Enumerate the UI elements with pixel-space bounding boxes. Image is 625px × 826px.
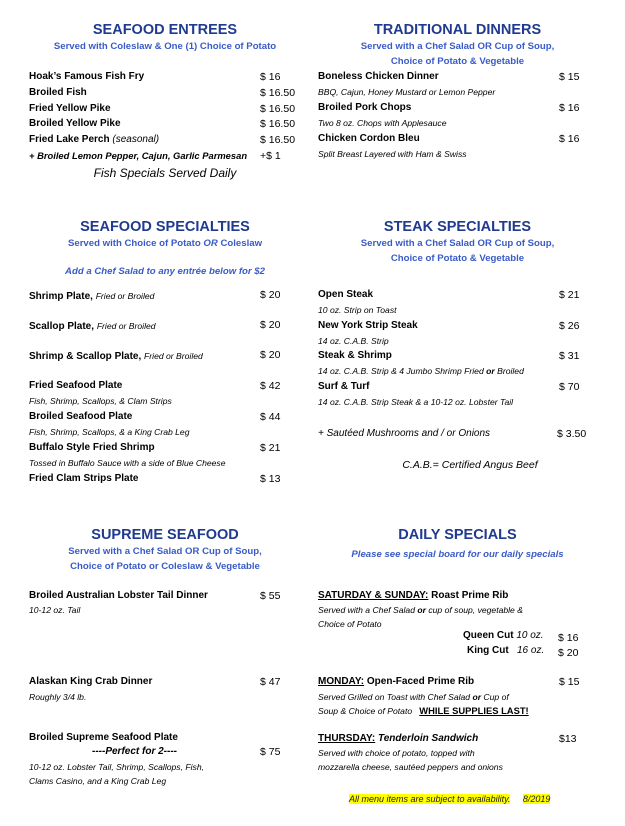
king-cut-price: $ 20 bbox=[558, 647, 579, 659]
seafood-specialties-title: SEAFOOD SPECIALTIES bbox=[80, 219, 250, 235]
supplies-warning: WHILE SUPPLIES LAST! bbox=[419, 705, 529, 716]
menu-item-name: Broiled Pork Chops bbox=[318, 102, 412, 113]
steak-specialties-title: STEAK SPECIALTIES bbox=[383, 219, 532, 235]
menu-item-price: $ 15 bbox=[559, 71, 580, 83]
menu-item-name: Shrimp Plate, Fried or Broiled bbox=[29, 291, 155, 302]
traditional-dinners-subtitle: Choice of Potato & Vegetable bbox=[390, 56, 525, 67]
special-name: THURSDAY: Tenderloin Sandwich bbox=[318, 733, 479, 744]
menu-item-price: $ 16.50 bbox=[260, 118, 296, 130]
menu-item-subtitle: ----Perfect for 2---- bbox=[92, 746, 177, 757]
supreme-seafood-subtitle: Served with a Chef Salad OR Cup of Soup, bbox=[68, 546, 262, 557]
menu-item-description: 14 oz. C.A.B. Strip & 4 Jumbo Shrimp Fried or Broiled bbox=[318, 366, 524, 376]
menu-addon-price: +$ 1 bbox=[260, 150, 281, 162]
queen-cut-price: $ 16 bbox=[558, 632, 579, 644]
menu-item-price: $ 21 bbox=[260, 442, 281, 454]
menu-item-price: $ 13 bbox=[260, 473, 281, 485]
menu-item-description: 10-12 oz. Lobster Tail, Shrimp, Scallops, Fish, bbox=[29, 762, 204, 772]
menu-item-name: Buffalo Style Fried Shrimp bbox=[29, 442, 155, 453]
traditional-dinners-subtitle: Served with a Chef Salad OR Cup of Soup, bbox=[360, 41, 555, 52]
menu-item-name: New York Strip Steak bbox=[318, 320, 418, 331]
menu-item-name: Fried Lake Perch (seasonal) bbox=[29, 134, 160, 145]
menu-item-price: $ 26 bbox=[559, 320, 580, 332]
steak-specialties-subtitle: Served with a Chef Salad OR Cup of Soup, bbox=[360, 238, 555, 249]
special-name: MONDAY: Open-Faced Prime Rib bbox=[318, 676, 475, 687]
special-description: Served Grilled on Toast with Chef Salad or Cup of bbox=[318, 692, 509, 702]
menu-item-name: Broiled Fish bbox=[29, 87, 87, 98]
steak-specialties-subtitle: Choice of Potato & Vegetable bbox=[390, 253, 525, 264]
seasonal-note: (seasonal) bbox=[112, 134, 160, 145]
seafood-specialties-subtitle: Served with Choice of Potato OR Coleslaw bbox=[67, 238, 263, 249]
menu-date: 8/2019 bbox=[522, 794, 551, 804]
menu-item-description: 10 oz. Strip on Toast bbox=[318, 305, 397, 315]
supreme-seafood-title: SUPREME SEAFOOD bbox=[91, 527, 239, 543]
menu-item-description: 14 oz. C.A.B. Strip Steak & a 10-12 oz. Lobster Tail bbox=[318, 397, 514, 407]
special-description: Served with a Chef Salad or cup of soup, vegetable & bbox=[318, 605, 523, 615]
menu-item-description: BBQ, Cajun, Honey Mustard or Lemon Pepper bbox=[318, 87, 496, 97]
menu-item-name: Fried Yellow Pike bbox=[29, 103, 111, 114]
menu-item-name: Broiled Seafood Plate bbox=[29, 411, 133, 422]
cab-definition: C.A.B.= Certified Angus Beef bbox=[402, 459, 538, 471]
king-cut-label: King Cut 16 oz. bbox=[467, 645, 545, 656]
chef-salad-note: Add a Chef Salad to any entrée below for $2 bbox=[65, 266, 265, 277]
menu-item-name: Open Steak bbox=[318, 289, 374, 300]
menu-item-price: $ 16 bbox=[559, 133, 580, 145]
menu-item-price: $ 16 bbox=[260, 71, 281, 83]
menu-item-description: Fish, Shrimp, Scallops, & a King Crab Leg bbox=[29, 427, 190, 437]
menu-item-price: $ 55 bbox=[260, 590, 281, 602]
menu-item-price: $ 16.50 bbox=[260, 87, 296, 99]
menu-item-name: Broiled Supreme Seafood Plate bbox=[29, 732, 178, 743]
menu-item-price: $ 16.50 bbox=[260, 134, 296, 146]
menu-item-name: Chicken Cordon Bleu bbox=[318, 133, 420, 144]
menu-item-description: Clams Casino, and a King Crab Leg bbox=[29, 776, 167, 786]
menu-item-description: Fish, Shrimp, Scallops, & Clam Strips bbox=[29, 396, 172, 406]
special-description: Choice of Potato bbox=[318, 619, 382, 629]
menu-item-name: Surf & Turf bbox=[318, 381, 370, 392]
fish-specials-note: Fish Specials Served Daily bbox=[93, 166, 237, 180]
special-price: $ 15 bbox=[559, 676, 580, 688]
availability-note: All menu items are subject to availability. bbox=[349, 794, 511, 804]
special-name: SATURDAY & SUNDAY: Roast Prime Rib bbox=[318, 590, 509, 601]
menu-item-name: Alaskan King Crab Dinner bbox=[29, 676, 153, 687]
menu-item-price: $ 21 bbox=[559, 289, 580, 301]
menu-item-price: $ 20 bbox=[260, 349, 281, 361]
availability-footer bbox=[349, 789, 550, 807]
daily-specials-subtitle: Please see special board for our daily specials bbox=[351, 549, 564, 560]
menu-item-description: Split Breast Layered with Ham & Swiss bbox=[318, 149, 467, 159]
menu-item-price: $ 31 bbox=[559, 350, 580, 362]
menu-item-price: $ 20 bbox=[260, 319, 281, 331]
menu-item-description: Two 8 oz. Chops with Applesauce bbox=[318, 118, 447, 128]
menu-item-description: Roughly 3/4 lb. bbox=[29, 692, 87, 702]
menu-item-description: Tossed in Buffalo Sauce with a side of Blue Cheese bbox=[29, 458, 226, 468]
daily-specials-title: DAILY SPECIALS bbox=[398, 527, 517, 543]
menu-addon-name: + Sautéed Mushrooms and / or Onions bbox=[318, 428, 491, 439]
menu-item-price: $ 70 bbox=[559, 381, 580, 393]
menu-item-price: $ 16.50 bbox=[260, 103, 296, 115]
menu-item-name: Scallop Plate, Fried or Broiled bbox=[29, 321, 156, 332]
menu-item-name: Fried Seafood Plate bbox=[29, 380, 123, 391]
menu-item-name: Hoak’s Famous Fish Fry bbox=[29, 71, 145, 82]
menu-addon-name: + Broiled Lemon Pepper, Cajun, Garlic Parmesan bbox=[29, 150, 248, 161]
menu-item-name: Steak & Shrimp bbox=[318, 350, 392, 361]
menu-item-price: $ 16 bbox=[559, 102, 580, 114]
seafood-entrees-title: SEAFOOD ENTREES bbox=[92, 22, 238, 38]
menu-item-price: $ 75 bbox=[260, 746, 281, 758]
menu-item-name: Fried Clam Strips Plate bbox=[29, 473, 139, 484]
menu-item-description: 14 oz. C.A.B. Strip bbox=[318, 336, 389, 346]
queen-cut-label: Queen Cut 10 oz. bbox=[463, 630, 544, 641]
special-description: Soup & Choice of Potato WHILE SUPPLIES LAST! bbox=[318, 705, 529, 716]
traditional-dinners-title: TRADITIONAL DINNERS bbox=[373, 22, 542, 38]
menu-item-price: $ 42 bbox=[260, 380, 281, 392]
special-description: mozzarella cheese, sautéed peppers and onions bbox=[318, 762, 503, 772]
special-description: Served with choice of potato, topped with bbox=[318, 748, 475, 758]
menu-item-price: $ 44 bbox=[260, 411, 281, 423]
menu-item-name: Broiled Australian Lobster Tail Dinner bbox=[29, 590, 208, 601]
menu-item-price: $ 47 bbox=[260, 676, 281, 688]
menu-item-description: 10-12 oz. Tail bbox=[29, 605, 81, 615]
supreme-seafood-subtitle: Choice of Potato or Coleslaw & Vegetable bbox=[70, 561, 260, 572]
menu-item-name: Boneless Chicken Dinner bbox=[318, 71, 439, 82]
menu-item-name: Shrimp & Scallop Plate, Fried or Broiled bbox=[29, 351, 203, 362]
special-price: $13 bbox=[559, 733, 577, 745]
seafood-entrees-subtitle: Served with Coleslaw & One (1) Choice of Potato bbox=[53, 41, 277, 52]
menu-item-name: Broiled Yellow Pike bbox=[29, 118, 121, 129]
menu-item-price: $ 20 bbox=[260, 289, 281, 301]
menu-addon-price: $ 3.50 bbox=[557, 428, 587, 440]
